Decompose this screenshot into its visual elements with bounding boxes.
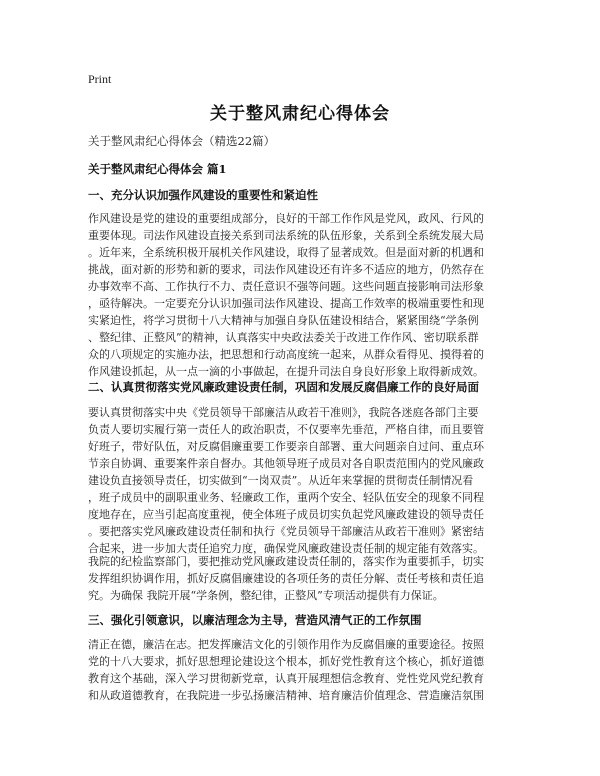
section-2-paragraph-2 <box>88 553 518 604</box>
text-line: 办事效率不高、工作执行不力、责任意识不强等问题。这些问题直接影响司法形象 <box>88 280 484 293</box>
text-line: 负责人要切实履行第一责任人的政治职责，不仅要率先垂范，严格自律，而且要管 <box>88 423 484 436</box>
text-line: 实紧迫性，将学习贯彻十八大精神与加强自身队伍建设相结合，紧紧围绕“学条例 <box>88 314 479 327</box>
text-line: 作风建设抓起，从一点一滴的小事做起，在提升司法自身良好形象上取得新成效。 <box>88 365 484 378</box>
article-title: 关于整风肃纪心得体会 篇1 <box>88 162 227 176</box>
text-line: 众的八项规定的实施办法，把思想和行动高度统一起来，从群众看得见、摸得着的 <box>88 348 484 361</box>
text-line: 重要体现。司法作风建设直接关系到司法系统的队伍形象，关系到全系统发展大局 <box>88 229 484 242</box>
page-title: 关于整风肃纪心得体会 <box>210 104 390 124</box>
text-line: 要认真贯彻落实中央《党员领导干部廉洁从政若干准则》，我院各迷庭各部门主要 <box>88 406 479 419</box>
text-line: 。要把落实党风廉政建设责任制和执行《党员领导干部廉洁从政若干准则》紧密结 <box>88 525 484 538</box>
text-line: 。近年来，全系统积极开展机关作风建设，取得了显著成效。但是面对新的机遇和 <box>88 246 484 259</box>
text-line: 和从政道德教育，在我院进一步弘扬廉洁精神、培育廉洁价值理念、营造廉洁氛围 <box>88 689 484 702</box>
section-heading-3: 三、强化引领意识，以廉洁理念为主导，营造风清气正的工作氛围 <box>88 613 422 627</box>
section-1-paragraph-1 <box>88 210 518 380</box>
section-3-paragraph-1 <box>88 636 518 704</box>
text-line: 究。为确保 我院开展“学条例，整纪律，正整风”专项活动提供有力保证。 <box>88 589 444 602</box>
text-line: 作风建设是党的建设的重要组成部分，良好的干部工作作风是党风，政风、行风的 <box>88 212 484 225</box>
text-line: 教育这个基础，深入学习贯彻新党章，认真开展理想信念教育、党性党风党纪教育 <box>88 672 484 685</box>
print-label[interactable]: Print <box>88 72 112 86</box>
text-line: 我院的纪检监察部门，要把推动党风廉政建设责任制的，落实作为重要抓手，切实 <box>88 555 484 568</box>
text-line: 好班子，带好队伍，对反腐倡廉重要工作要亲自部署、重大问题亲自过问、重点环 <box>88 440 484 453</box>
document-subtitle: 关于整风肃纪心得体会（精选22篇） <box>88 134 276 148</box>
text-line: 挑战，面对新的形势和新的要求，司法作风建设还有许多不适应的地方，仍然存在 <box>88 263 484 276</box>
section-heading-2: 二、认真贯彻落实党风廉政建设责任制，巩固和发展反腐倡廉工作的良好局面 <box>88 380 479 394</box>
text-line: 清正在德，廉洁在志。把发挥廉洁文化的引领作用作为反腐倡廉的重要途径。按照 <box>88 638 484 651</box>
text-line: 发挥组织协调作用，抓好反腐倡廉建设的各项任务的责任分解、责任考核和责任追 <box>88 572 484 585</box>
text-line: ，亟待解决。一定要充分认识加强司法作风建设、提高工作效率的极端重要性和现 <box>88 297 484 310</box>
text-line: 度地存在，应当引起高度重视，使全体班子成员切实负起党风廉政建设的领导责任 <box>88 508 484 521</box>
text-line: 节亲自协调、重要案件亲自督办。其他领导班子成员对各自职责范围内的党风廉政 <box>88 457 484 470</box>
text-line: 合起来，进一步加大责任追究力度，确保党风廉政建设责任制的规定能有效落实。 <box>88 542 484 555</box>
text-line: 党的十八大要求，抓好思想理论建设这个根本，抓好党性教育这个核心，抓好道德 <box>88 655 484 668</box>
text-line: ，班子成员中的副职重业务、轻廉政工作，重两个安全、轻队伍安全的现象不同程 <box>88 491 484 504</box>
section-heading-1: 一、充分认识加强作风建设的重要性和紧迫性 <box>88 188 318 202</box>
text-line: 建设负直接领导责任，切实做到“一岗双责”。从近年来掌握的贯彻责任制情况看 <box>88 474 474 487</box>
section-2-paragraph-1 <box>88 404 518 557</box>
text-line: 、整纪律、正整风”的精神，认真落实中央政法委关于改进工作作风、密切联系群 <box>88 331 479 344</box>
